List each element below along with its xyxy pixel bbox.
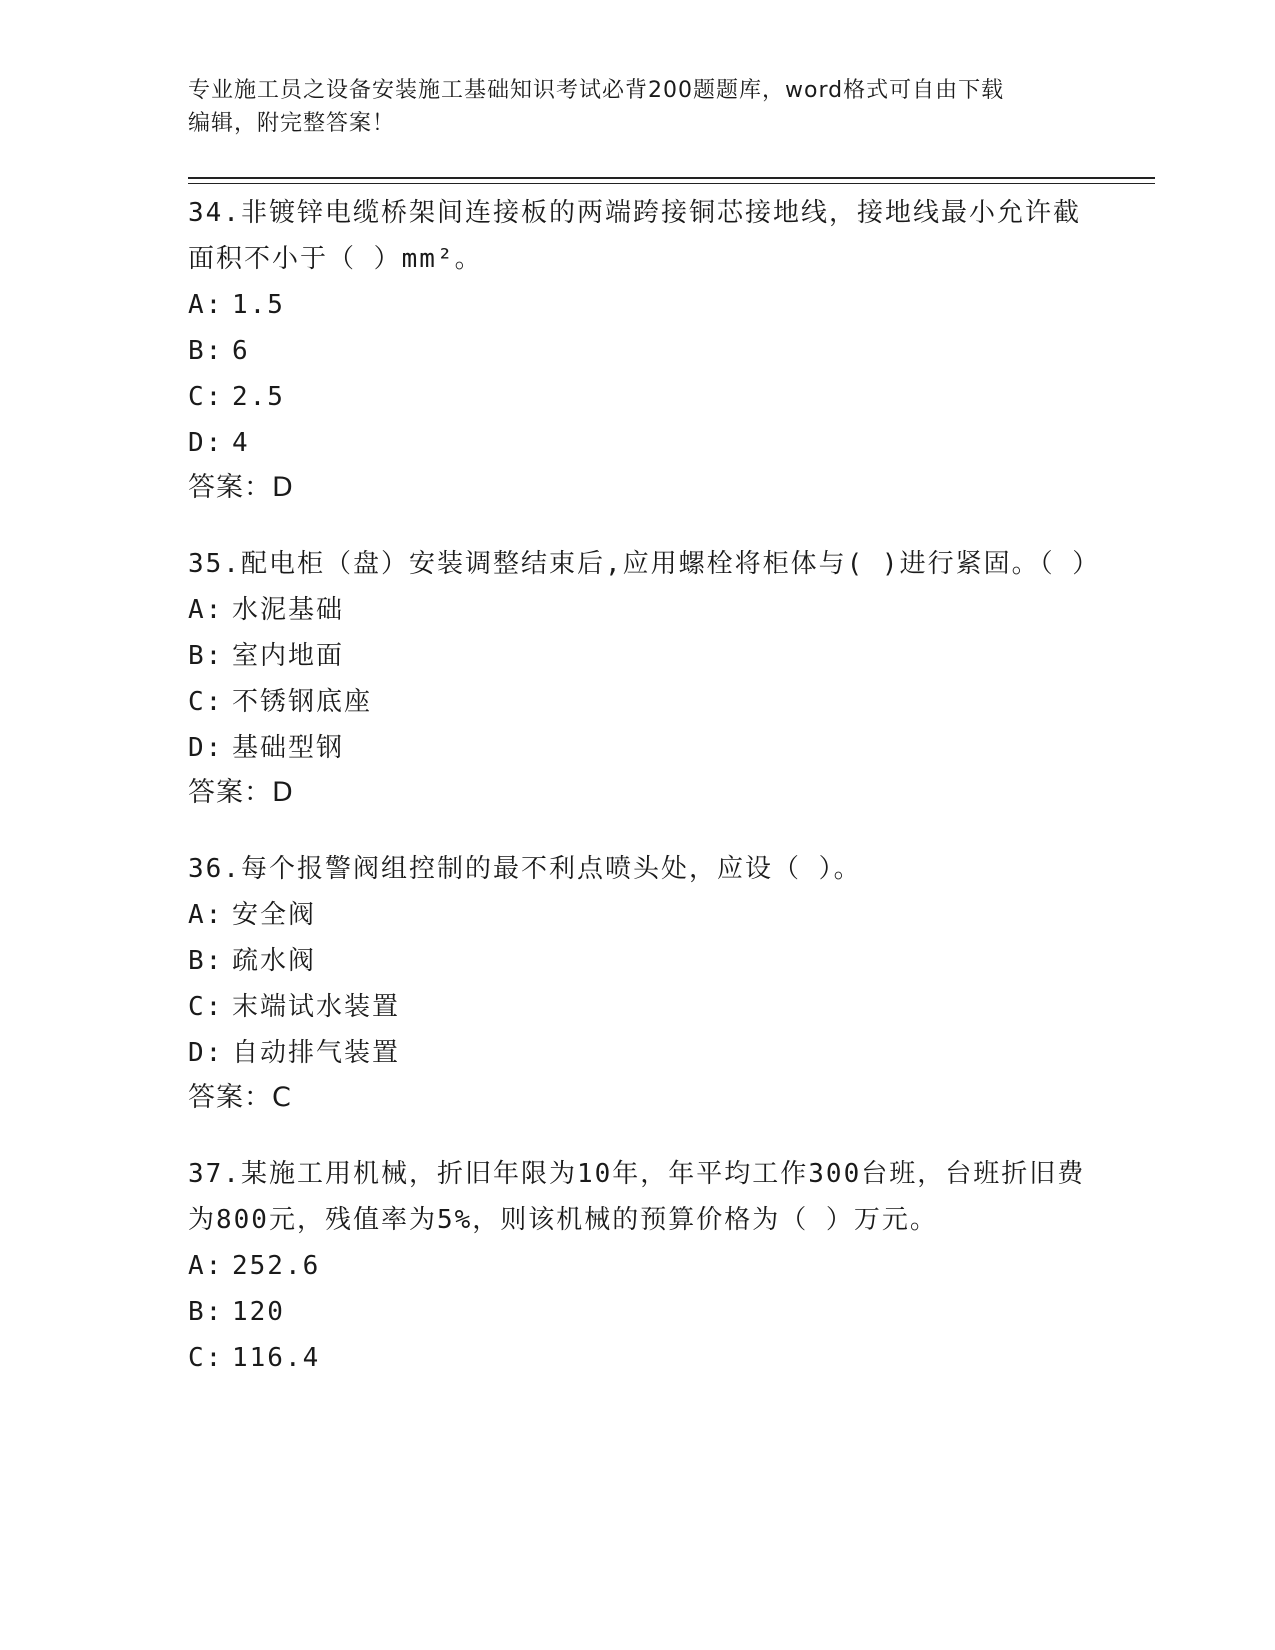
option-c: C: 116.4 [188,1343,321,1373]
header-line-1: 专业施工员之设备安装施工基础知识考试必背200题题库，word格式可自由下载 [188,78,1005,103]
answer: 答案：C [188,1082,292,1113]
question-stem: 36.每个报警阀组控制的最不利点喷头处，应设（ ）。 [188,854,862,884]
option-d: D: 基础型钢 [188,733,345,763]
option-b: B: 120 [188,1297,285,1327]
option-a: A: 安全阀 [188,900,317,930]
document-header [188,74,1088,140]
option-b: B: 6 [188,336,250,366]
header-line-2: 编辑，附完整答案！ [188,111,396,136]
question-stem: 35.配电柜（盘）安装调整结束后,应用螺栓将柜体与( )进行紧固。（ ） [188,549,1101,579]
option-b: B: 疏水阀 [188,946,317,976]
question-stem: 34.非镀锌电缆桥架间连接板的两端跨接铜芯接地线，接地线最小允许截面积不小于（ ）mm²。 [188,198,1081,274]
header-divider-thick [188,177,1155,179]
answer: 答案：D [188,472,294,503]
header-divider-thin [188,183,1155,184]
option-d: D: 自动排气装置 [188,1038,401,1068]
question-list [188,190,1101,1412]
option-d: D: 4 [188,428,250,458]
option-a: A: 252.6 [188,1251,321,1281]
question-35 [188,541,1101,815]
question-37 [188,1151,1088,1381]
option-a: A: 水泥基础 [188,595,345,625]
option-c: C: 末端试水装置 [188,992,401,1022]
question-34 [188,190,1088,510]
question-stem: 37.某施工用机械，折旧年限为10年，年平均工作300台班，台班折旧费为800元，残值率为5%，则该机械的预算价格为（ ）万元。 [188,1159,1086,1235]
question-36 [188,846,1088,1120]
option-c: C: 2.5 [188,382,285,412]
answer: 答案：D [188,777,294,808]
option-b: B: 室内地面 [188,641,345,671]
option-a: A: 1.5 [188,290,285,320]
option-c: C: 不锈钢底座 [188,687,373,717]
